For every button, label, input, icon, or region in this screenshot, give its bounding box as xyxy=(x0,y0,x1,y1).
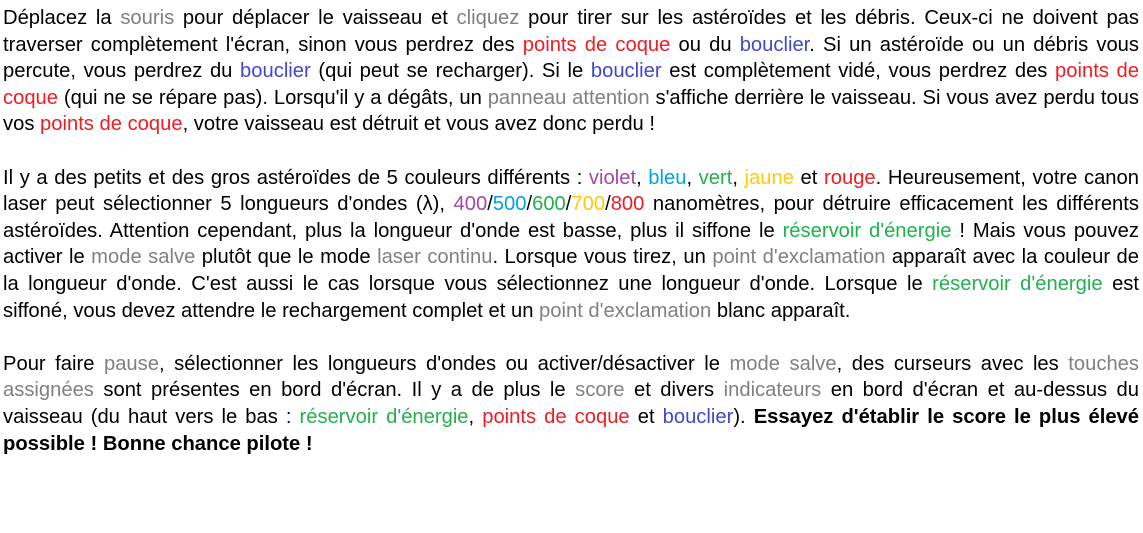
text-segment: pour tirer sur les astéroïdes et les débris. Ceux-ci ne doivent pas traverser complètement l'écran, sinon vous perdrez des xyxy=(3,7,1139,56)
text-segment: et xyxy=(629,405,663,428)
text-segment: Il y a des petits et des gros astéroïdes de 5 couleurs différents : xyxy=(3,166,589,189)
highlighted-term-grey: cliquez xyxy=(456,7,520,29)
bold-closing-text: Essayez d'établir le score le plus élevé possible ! Bonne chance pilote ! xyxy=(3,405,1139,455)
text-segment: sont présentes en bord d'écran. Il y a de plus le xyxy=(93,379,576,402)
text-segment: , xyxy=(732,166,745,189)
highlighted-term-violet: 400 xyxy=(453,193,488,216)
highlighted-term-red: points de coque xyxy=(522,33,671,56)
highlighted-term-grey: souris xyxy=(120,7,175,29)
text-segment: et xyxy=(793,166,825,189)
text-segment: , sélectionner les longueurs d'ondes ou activer/désactiver le xyxy=(158,352,730,375)
highlighted-term-red: points de coque xyxy=(3,60,1140,109)
highlighted-term-red: rouge xyxy=(824,166,876,189)
text-segment: apparaît avec la couleur de la longueur d'onde. C'est aussi le cas lorsque vous sélectionnez une longueur d'onde. Lorsque le xyxy=(3,246,1140,295)
highlighted-term-green: vert xyxy=(698,166,733,189)
text-segment: nanomètres, pour détruire efficacement les différents astéroïdes. Attention cependant, plus la longueur d'onde est basse, plus il siffone le xyxy=(3,193,1139,242)
text-segment: , votre vaisseau est détruit et vous avez donc perdu ! xyxy=(182,113,656,136)
highlighted-term-grey: pause xyxy=(103,352,159,375)
text-segment: est siffoné, vous devez attendre le rechargement complet et un xyxy=(3,272,1139,322)
text-segment: blanc apparaît. xyxy=(711,299,851,322)
text-segment: s'affiche derrière le vaisseau. Si vous avez perdu tous vos xyxy=(3,86,1139,136)
highlighted-term-blue: bouclier xyxy=(240,60,311,83)
text-segment: (qui ne se répare pas). Lorsqu'il y a dégâts, un xyxy=(58,86,488,109)
text-segment: . Si un astéroïde ou un débris vous percute, vous perdrez du xyxy=(3,33,1139,83)
highlighted-term-grey: touches assignées xyxy=(3,352,1139,402)
text-segment: en bord d'écran et au-dessus du vaisseau (du haut vers le bas : xyxy=(3,379,1140,428)
paragraph-asteroids-laser xyxy=(3,165,1139,325)
highlighted-term-grey: point d'exclamation xyxy=(712,246,886,269)
highlighted-term-green: réservoir d'énergie xyxy=(932,272,1103,295)
text-segment: Pour faire xyxy=(3,352,104,375)
highlighted-term-green: réservoir d'énergie xyxy=(299,405,469,428)
highlighted-term-blue: bouclier xyxy=(662,405,734,428)
text-segment: / xyxy=(605,193,611,216)
highlighted-term-grey: panneau attention xyxy=(487,86,650,109)
highlighted-term-red: points de coque xyxy=(482,405,630,428)
text-segment: . Heureusement, votre canon laser peut sélectionner 5 longueurs d'ondes (λ), xyxy=(3,166,1139,216)
highlighted-term-red: 800 xyxy=(610,193,645,216)
text-segment: pour déplacer le vaisseau et xyxy=(174,7,457,29)
text-segment: ). xyxy=(733,405,754,428)
text-segment: / xyxy=(487,193,493,216)
highlighted-term-cyan: 500 xyxy=(492,193,527,216)
text-segment: , xyxy=(686,166,699,189)
highlighted-term-red: points de coque xyxy=(40,113,183,136)
text-segment: (qui peut se recharger). Si le xyxy=(310,60,591,83)
highlighted-term-green: 600 xyxy=(532,193,566,216)
highlighted-term-violet: violet xyxy=(588,166,637,189)
text-segment: . Lorsque vous tirez, un xyxy=(492,246,713,269)
text-segment: est complètement vidé, vous perdrez des xyxy=(661,60,1056,83)
text-segment: ou du xyxy=(670,33,740,56)
highlighted-term-cyan: bleu xyxy=(648,166,687,189)
text-segment: Déplacez la xyxy=(3,7,121,29)
text-segment: et divers xyxy=(624,379,724,402)
text-segment: / xyxy=(565,193,572,216)
highlighted-term-grey: score xyxy=(575,379,625,402)
text-segment: , des curseurs avec les xyxy=(836,352,1069,375)
text-segment: , xyxy=(468,405,483,428)
highlighted-term-grey: laser continu xyxy=(377,246,493,269)
highlighted-term-grey: mode salve xyxy=(729,352,837,375)
highlighted-term-blue: bouclier xyxy=(739,33,810,56)
highlighted-term-grey: point d'exclamation xyxy=(539,299,712,322)
text-segment: , xyxy=(636,166,649,189)
highlighted-term-blue: bouclier xyxy=(590,60,662,83)
highlighted-term-yellow: jaune xyxy=(744,166,794,189)
highlighted-term-grey: indicateurs xyxy=(723,379,822,402)
highlighted-term-green: réservoir d'énergie xyxy=(782,219,952,242)
paragraph-hud-tips xyxy=(3,351,1139,457)
paragraph-controls xyxy=(3,5,1139,138)
highlighted-term-grey: mode salve xyxy=(91,246,196,269)
text-segment: ! Mais vous pouvez activer le xyxy=(3,219,1140,269)
highlighted-term-yellow: 700 xyxy=(571,193,606,216)
text-segment: / xyxy=(526,193,533,216)
text-segment: plutôt que le mode xyxy=(195,246,378,269)
